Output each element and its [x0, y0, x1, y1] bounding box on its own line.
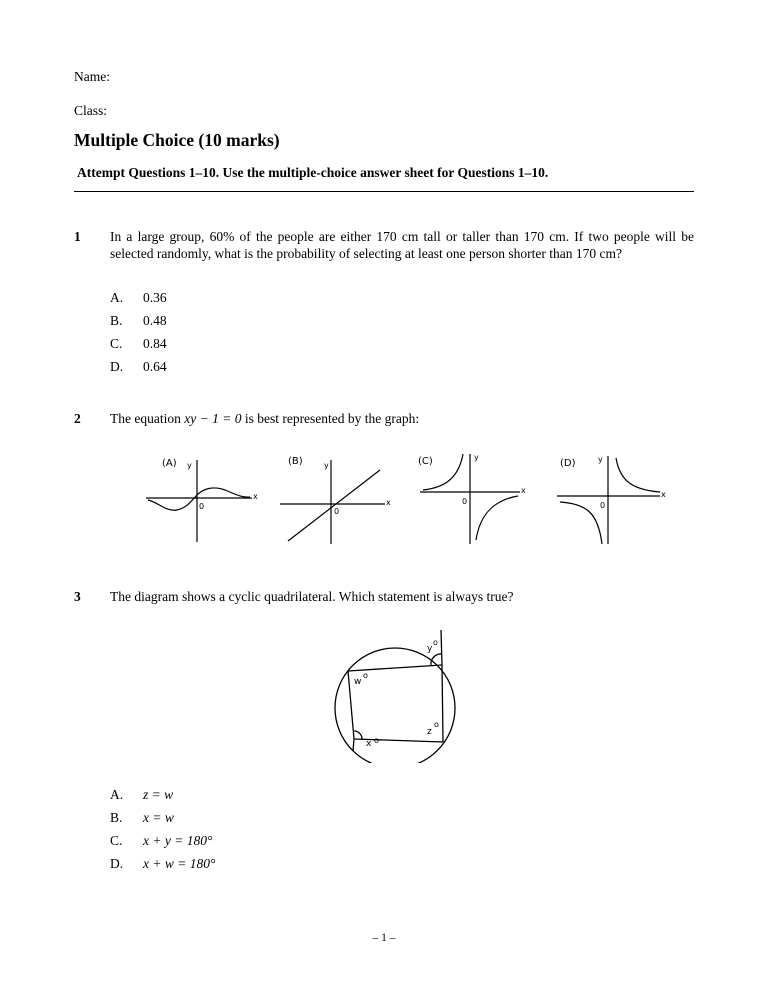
graph-options — [140, 448, 680, 550]
angle-x: x — [366, 739, 372, 749]
svg-text:0: 0 — [600, 501, 606, 510]
question-text: The equation xy − 1 = 0 is best represented by the graph: — [110, 411, 420, 426]
svg-text:o: o — [374, 736, 379, 745]
svg-text:0: 0 — [199, 502, 205, 511]
curve-d-right — [616, 458, 660, 492]
graph-label-a: (A) — [162, 458, 177, 469]
option-c — [110, 336, 167, 352]
cyclic-quadrilateral-diagram — [330, 628, 465, 763]
option-label: B. — [110, 810, 123, 825]
option-a — [110, 787, 173, 803]
graph-label-c: (C) — [418, 456, 433, 467]
graph-label-b: (B) — [288, 456, 303, 467]
instructions: Attempt Questions 1–10. Use the multiple-choice answer sheet for Questions 1–10. — [77, 165, 549, 180]
option-label: D. — [110, 359, 124, 374]
curve-c-right — [476, 496, 518, 540]
question-number: 1 — [74, 229, 81, 244]
option-d — [110, 856, 215, 872]
option-d — [110, 359, 167, 375]
svg-text:y: y — [324, 461, 329, 470]
section-title: Multiple Choice (10 marks) — [74, 130, 280, 150]
page-number: – 1 – — [372, 932, 396, 944]
svg-text:x: x — [661, 490, 666, 499]
svg-text:o: o — [434, 720, 439, 729]
angle-y: y — [427, 644, 433, 654]
svg-text:x: x — [386, 498, 391, 507]
svg-text:x: x — [521, 486, 526, 495]
option-label: D. — [110, 856, 124, 871]
option-text: x + w = 180° — [143, 856, 216, 871]
option-text: 0.64 — [143, 359, 167, 374]
divider — [74, 191, 694, 192]
svg-text:o: o — [433, 638, 438, 647]
svg-text:y: y — [598, 455, 603, 464]
question-text: In a large group, 60% of the people are either 170 cm tall or taller than 170 cm. If two people will be selected randomly, what is the probability of selecting at least one person shorter than 170 cm? — [110, 229, 694, 261]
option-text: x = w — [143, 810, 174, 825]
class-label: Class: — [74, 103, 108, 118]
option-label: B. — [110, 313, 123, 328]
angle-z: z — [427, 727, 432, 737]
svg-text:0: 0 — [334, 507, 340, 516]
option-text: z = w — [143, 787, 174, 802]
option-c — [110, 833, 212, 849]
svg-text:x: x — [253, 492, 258, 501]
question-number: 2 — [74, 411, 81, 426]
option-b — [110, 313, 167, 329]
option-label: C. — [110, 336, 123, 351]
name-label: Name: — [74, 69, 110, 84]
curve-d-left — [560, 502, 602, 544]
svg-text:y: y — [187, 461, 192, 470]
svg-text:0: 0 — [462, 497, 468, 506]
option-text: 0.36 — [143, 290, 167, 305]
option-text: x + y = 180° — [143, 833, 213, 848]
option-text: 0.48 — [143, 313, 167, 328]
question-text: The diagram shows a cyclic quadrilateral. Which statement is always true? — [110, 589, 514, 604]
option-label: A. — [110, 787, 124, 802]
angle-w: w — [354, 677, 362, 687]
svg-text:y: y — [474, 453, 479, 462]
option-b — [110, 810, 174, 826]
option-text: 0.84 — [143, 336, 167, 351]
graph-label-d: (D) — [560, 458, 576, 469]
equation: xy − 1 = 0 — [184, 411, 242, 426]
svg-text:o: o — [363, 671, 368, 680]
question-number: 3 — [74, 589, 81, 604]
option-a — [110, 290, 167, 306]
option-label: C. — [110, 833, 123, 848]
line-b — [288, 470, 380, 541]
option-label: A. — [110, 290, 124, 305]
